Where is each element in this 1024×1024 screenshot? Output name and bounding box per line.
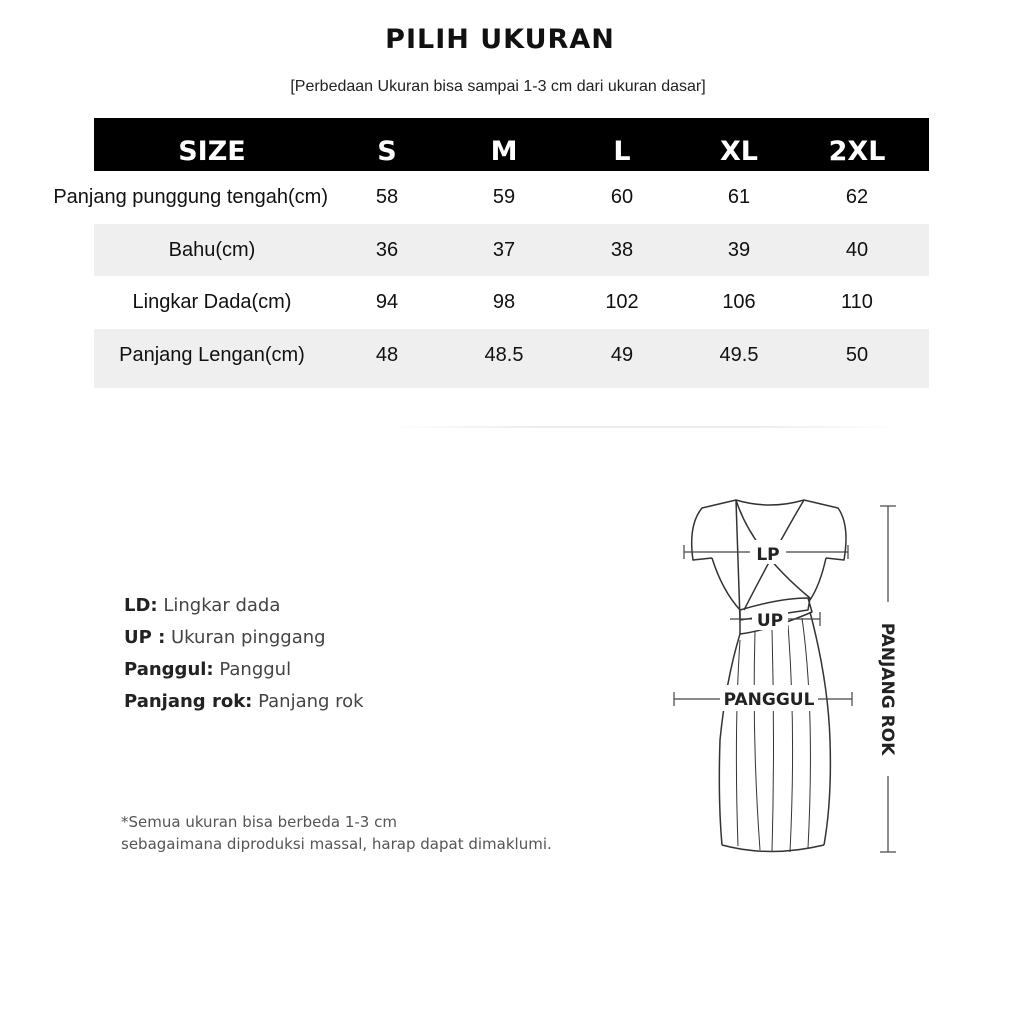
table-cell: 48.5 [484,344,524,366]
measurement-legend [124,594,364,722]
table-cell: 106 [722,291,756,313]
table-cell: 36 [375,238,399,261]
row-label: Panjang punggung tengah(cm) [53,186,328,208]
size-table [53,118,929,388]
table-cell: 110 [841,291,873,313]
page-title: PILIH UKURAN [385,24,615,55]
header-l: L [613,136,631,167]
table-row [94,224,929,276]
size-difference-note: [Perbedaan Ukuran bisa sampai 1-3 cm dari ukuran dasar] [290,78,706,95]
disclaimer-line-2: sebagaimana diproduksi massal, harap dapat dimaklumi. [121,835,552,853]
row-label: Lingkar Dada(cm) [132,291,292,313]
table-header-row [94,118,929,171]
table-cell: 50 [845,344,869,366]
legend-item-up: UP : Ukuran pinggang [124,627,326,648]
label-lp: LP [756,545,780,565]
disclaimer-line-1: *Semua ukuran bisa berbeda 1-3 cm [121,813,397,831]
label-panggul: PANGGUL [723,690,815,710]
table-cell: 102 [605,291,639,313]
header-s: S [377,136,397,167]
label-up: UP [756,611,784,631]
table-cell: 40 [845,238,869,261]
header-2xl: 2XL [828,136,886,167]
table-cell: 94 [375,291,399,313]
table-cell: 39 [727,238,751,261]
table-cell: 49 [610,344,634,366]
table-cell: 62 [845,186,869,208]
divider [385,426,905,428]
disclaimer-note [121,811,552,855]
header-size: SIZE [178,136,246,167]
legend-item-panggul: Panggul: Panggul [124,659,292,680]
row-label: Bahu(cm) [168,238,256,261]
legend-item-panjang-rok: Panjang rok: Panjang rok [124,691,364,712]
table-cell: 48 [375,344,399,366]
label-panjang-rok: PANJANG ROK [877,622,897,756]
table-cell: 98 [492,291,516,313]
table-cell: 61 [727,186,751,208]
dress-measurement-diagram [660,480,920,870]
table-cell: 49.5 [719,344,759,366]
table-cell: 59 [492,186,516,208]
legend-item-ld: LD: Lingkar dada [124,595,281,616]
table-cell: 60 [610,186,634,208]
table-cell: 58 [375,186,399,208]
header-m: M [490,136,518,167]
table-row [53,171,929,224]
row-label: Panjang Lengan(cm) [119,344,305,366]
table-cell: 38 [610,238,634,261]
header-xl: XL [719,136,759,167]
table-row [94,276,929,329]
table-cell: 37 [492,238,516,261]
table-row [94,329,929,388]
